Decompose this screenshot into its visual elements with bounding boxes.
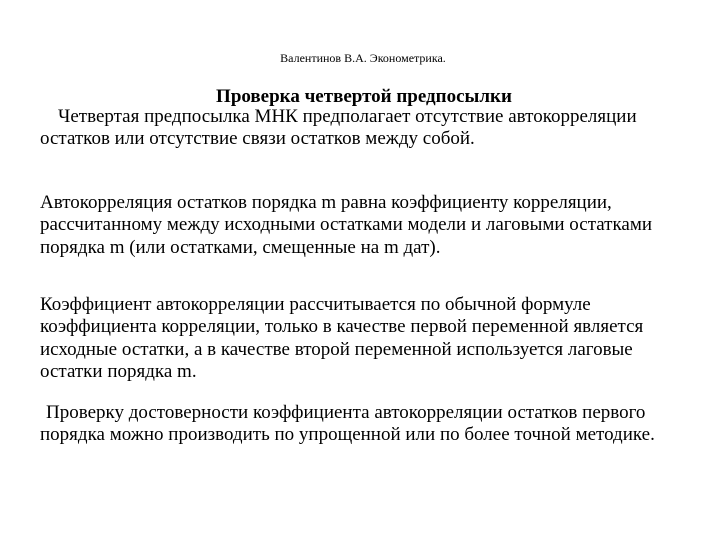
- paragraph-3: Коэффициент автокорреляции рассчитывается по обычной формуле коэффициента корреляции, только в качестве первой переменной является исходные остатки, а в качестве второй переменной используется лаговые остатки порядка m.: [40, 294, 644, 383]
- paragraph-1: Четвертая предпосылка МНК предполагает отсутствие автокорреляции остатков или отсутствие связи остатков между собой.: [40, 106, 637, 150]
- paragraph-4: Проверку достоверности коэффициента автокорреляции остатков первого порядка можно производить по упрощенной или по более точной методике.: [40, 402, 655, 446]
- paragraph-2: Автокорреляция остатков порядка m равна коэффициенту корреляции, рассчитанному между исходными остатками модели и лаговыми остатками порядка m (или остатками, смещенные на m дат).: [40, 192, 653, 258]
- author-header: Валентинов В.А. Эконометрика.: [280, 51, 446, 65]
- slide-title: Проверка четвертой предпосылки: [216, 86, 512, 107]
